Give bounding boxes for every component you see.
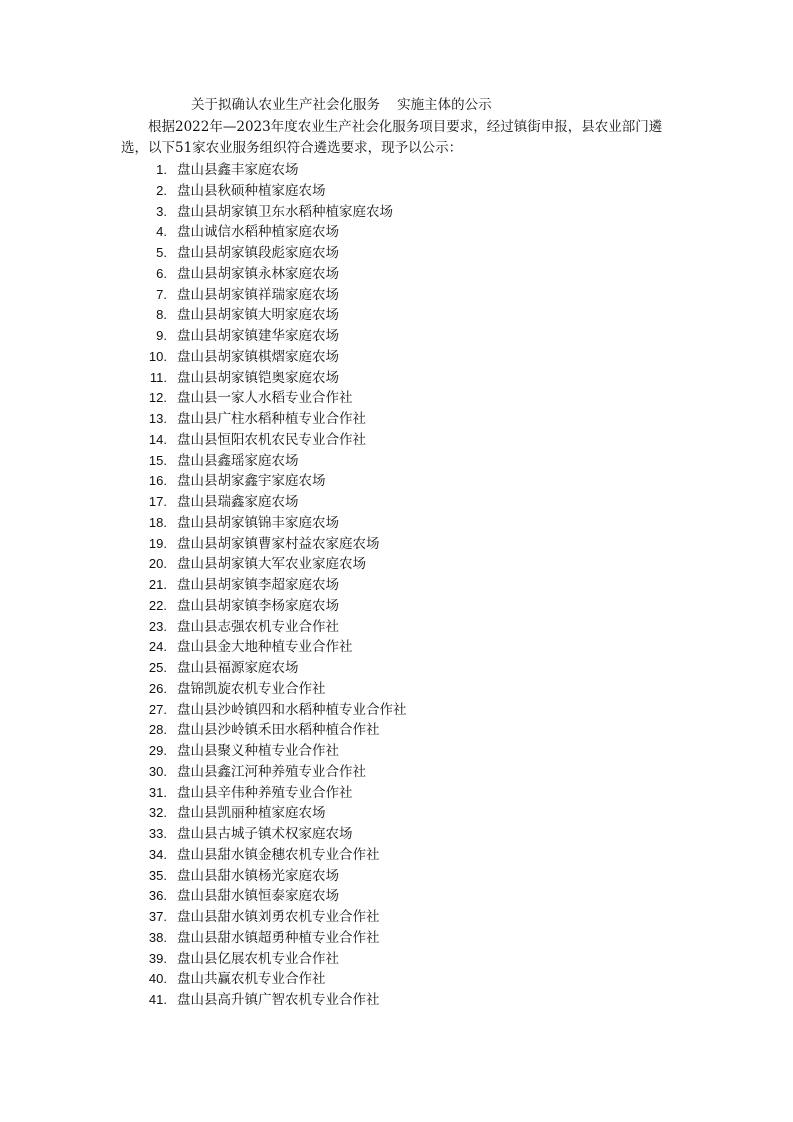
list-item <box>120 471 407 492</box>
list-item-name: 盘山县恒阳农机农民专业合作社 <box>177 431 366 448</box>
list-item <box>120 866 407 887</box>
list-item <box>120 202 407 223</box>
list-item-number: 7. <box>156 286 167 302</box>
list-item-name: 盘山县古城子镇术权家庭农场 <box>177 826 353 842</box>
list-item-name: 盘山县凯丽种植家庭农场 <box>177 805 326 822</box>
list-item <box>120 720 407 741</box>
list-item-name: 盘山县胡家镇段彪家庭农场 <box>177 245 339 261</box>
list-item <box>120 741 407 762</box>
list-item <box>120 949 407 970</box>
list-item-number: 5. <box>156 245 167 260</box>
list-item-name: 盘山县甜水镇超勇种植专业合作社 <box>177 929 380 946</box>
list-item-name: 盘山县胡家镇大军农业家庭农场 <box>177 556 366 573</box>
list-item-name: 盘山县亿展农机专业合作社 <box>177 950 339 967</box>
list-item <box>120 285 407 306</box>
list-item-number: 13. <box>148 411 167 426</box>
list-item <box>120 575 407 596</box>
document-title: 关于拟确认农业生产社会化服务 实施主体的公示 <box>191 97 492 113</box>
list-item-name: 盘山县辛伟种养殖专业合作社 <box>177 784 353 801</box>
list-item-name: 盘山共赢农机专业合作社 <box>177 971 326 988</box>
list-item-name: 盘山县胡家镇李超家庭农场 <box>177 577 339 593</box>
list-item-name: 盘山县胡家镇李杨家庭农场 <box>177 597 339 614</box>
list-item-number: 6. <box>156 265 167 281</box>
list-item <box>120 928 407 949</box>
list-item-name: 盘山县秋硕种植家庭农场 <box>177 182 326 199</box>
intro-text: 根据2022年—2023年度农业生产社会化服务项目要求，经过镇街申报，县农业部门遴选，以下51家农业服务组织符合遴选要求，现予以公示： <box>121 119 663 156</box>
list-item-number: 38. <box>148 929 167 945</box>
list-item-name: 盘山县广柱水稻种植专业合作社 <box>177 411 366 427</box>
list-item-number: 12. <box>148 390 167 406</box>
list-item <box>120 534 407 555</box>
list-item <box>120 513 407 534</box>
list-item-number: 4. <box>156 224 167 240</box>
list-item-number: 23. <box>148 618 167 634</box>
list-item-number: 41. <box>148 992 167 1007</box>
list-item <box>120 658 407 679</box>
list-item <box>120 679 407 700</box>
list-item <box>120 305 407 326</box>
list-item <box>120 803 407 824</box>
list-item-name: 盘山县胡家镇永林家庭农场 <box>177 265 339 282</box>
list-item-name: 盘山县鑫丰家庭农场 <box>177 162 299 178</box>
list-item-number: 36. <box>148 888 167 904</box>
list-item-number: 11. <box>149 369 167 385</box>
list-item-name: 盘山县胡家镇建华家庭农场 <box>177 328 339 344</box>
list-item <box>120 430 407 451</box>
list-item-number: 39. <box>148 950 167 966</box>
list-item-name: 盘山县鑫瑶家庭农场 <box>177 452 299 469</box>
list-item-name: 盘山县胡家镇卫东水稻种植家庭农场 <box>177 203 393 220</box>
list-item-number: 1. <box>156 162 167 177</box>
list-item-number: 24. <box>148 639 167 655</box>
list-item <box>120 243 407 264</box>
list-item <box>120 554 407 575</box>
list-item-number: 8. <box>156 307 167 323</box>
list-item-number: 27. <box>148 701 167 717</box>
list-item-number: 40. <box>148 971 167 987</box>
list-item-name: 盘山县高升镇广智农机专业合作社 <box>177 992 380 1008</box>
list-item-name: 盘山县鑫江河种养殖专业合作社 <box>177 763 366 780</box>
list-item <box>120 990 407 1011</box>
list-item <box>120 264 407 285</box>
list-item-number: 3. <box>156 203 167 219</box>
list-item-name: 盘锦凯旋农机专业合作社 <box>177 680 326 697</box>
list-item-number: 29. <box>148 743 167 758</box>
list-item <box>120 845 407 866</box>
list-item-name: 盘山县胡家镇棋熠家庭农场 <box>177 348 339 365</box>
list-item-name: 盘山县甜水镇恒泰家庭农场 <box>177 888 339 905</box>
list-item-name: 盘山县甜水镇杨光家庭农场 <box>177 867 339 884</box>
list-item-name: 盘山县志强农机专业合作社 <box>177 618 339 635</box>
list-item-name: 盘山县瑞鑫家庭农场 <box>177 494 299 510</box>
list-item-number: 31. <box>148 784 167 800</box>
list-item <box>120 326 407 347</box>
list-item-number: 30. <box>148 763 167 779</box>
list-item-number: 32. <box>148 805 167 821</box>
organization-list <box>120 160 407 1011</box>
list-item-number: 9. <box>156 328 167 343</box>
list-item-number: 20. <box>148 556 167 572</box>
list-item <box>120 969 407 990</box>
list-item-name: 盘山县福源家庭农场 <box>177 660 299 676</box>
list-item-name: 盘山县聚义种植专业合作社 <box>177 743 339 759</box>
list-item-name: 盘山县一家人水稻专业合作社 <box>177 390 353 407</box>
list-item-name: 盘山县胡家镇曹家村益农家庭农场 <box>177 535 380 552</box>
list-item-number: 17. <box>148 494 167 509</box>
list-item-number: 28. <box>148 722 167 738</box>
list-item-name: 盘山县沙岭镇四和水稻种植专业合作社 <box>177 701 407 718</box>
list-item-name: 盘山县金大地种植专业合作社 <box>177 639 353 656</box>
list-item-number: 2. <box>156 182 167 198</box>
list-item-name: 盘山县胡家镇大明家庭农场 <box>177 307 339 324</box>
list-item-number: 26. <box>148 680 167 696</box>
list-item <box>120 222 407 243</box>
list-item-number: 19. <box>148 535 167 551</box>
list-item-number: 33. <box>148 826 167 841</box>
list-item <box>120 596 407 617</box>
list-item-number: 22. <box>148 597 167 613</box>
list-item-number: 35. <box>148 867 167 883</box>
list-item <box>120 451 407 472</box>
intro-paragraph <box>121 117 681 159</box>
list-item-name: 盘山县胡家镇祥瑞家庭农场 <box>177 286 339 303</box>
list-item <box>120 886 407 907</box>
list-item <box>120 617 407 638</box>
list-item-name: 盘山县胡家镇锦丰家庭农场 <box>177 514 339 531</box>
list-item-name: 盘山县甜水镇金穗农机专业合作社 <box>177 846 380 863</box>
list-item <box>120 824 407 845</box>
list-item <box>120 783 407 804</box>
list-item <box>120 409 407 430</box>
list-item-name: 盘山县胡家镇铠奥家庭农场 <box>177 369 339 386</box>
list-item <box>120 347 407 368</box>
list-item-name: 盘山诚信水稻种植家庭农场 <box>177 224 339 241</box>
list-item <box>120 907 407 928</box>
list-item <box>120 181 407 202</box>
list-item <box>120 762 407 783</box>
list-item-number: 15. <box>148 452 167 468</box>
list-item-number: 25. <box>148 660 167 675</box>
list-item-number: 21. <box>148 577 167 592</box>
list-item <box>120 160 407 181</box>
list-item-name: 盘山县胡家鑫宇家庭农场 <box>177 473 326 490</box>
list-item <box>120 637 407 658</box>
list-item <box>120 492 407 513</box>
list-item <box>120 700 407 721</box>
list-item-number: 10. <box>148 348 167 364</box>
list-item-name: 盘山县甜水镇刘勇农机专业合作社 <box>177 909 380 925</box>
list-item-number: 37. <box>148 909 167 924</box>
list-item-number: 34. <box>148 846 167 862</box>
list-item <box>120 388 407 409</box>
list-item <box>120 368 407 389</box>
list-item-name: 盘山县沙岭镇禾田水稻种植合作社 <box>177 722 380 739</box>
list-item-number: 16. <box>148 473 167 489</box>
list-item-number: 18. <box>148 514 167 530</box>
list-item-number: 14. <box>148 431 167 447</box>
